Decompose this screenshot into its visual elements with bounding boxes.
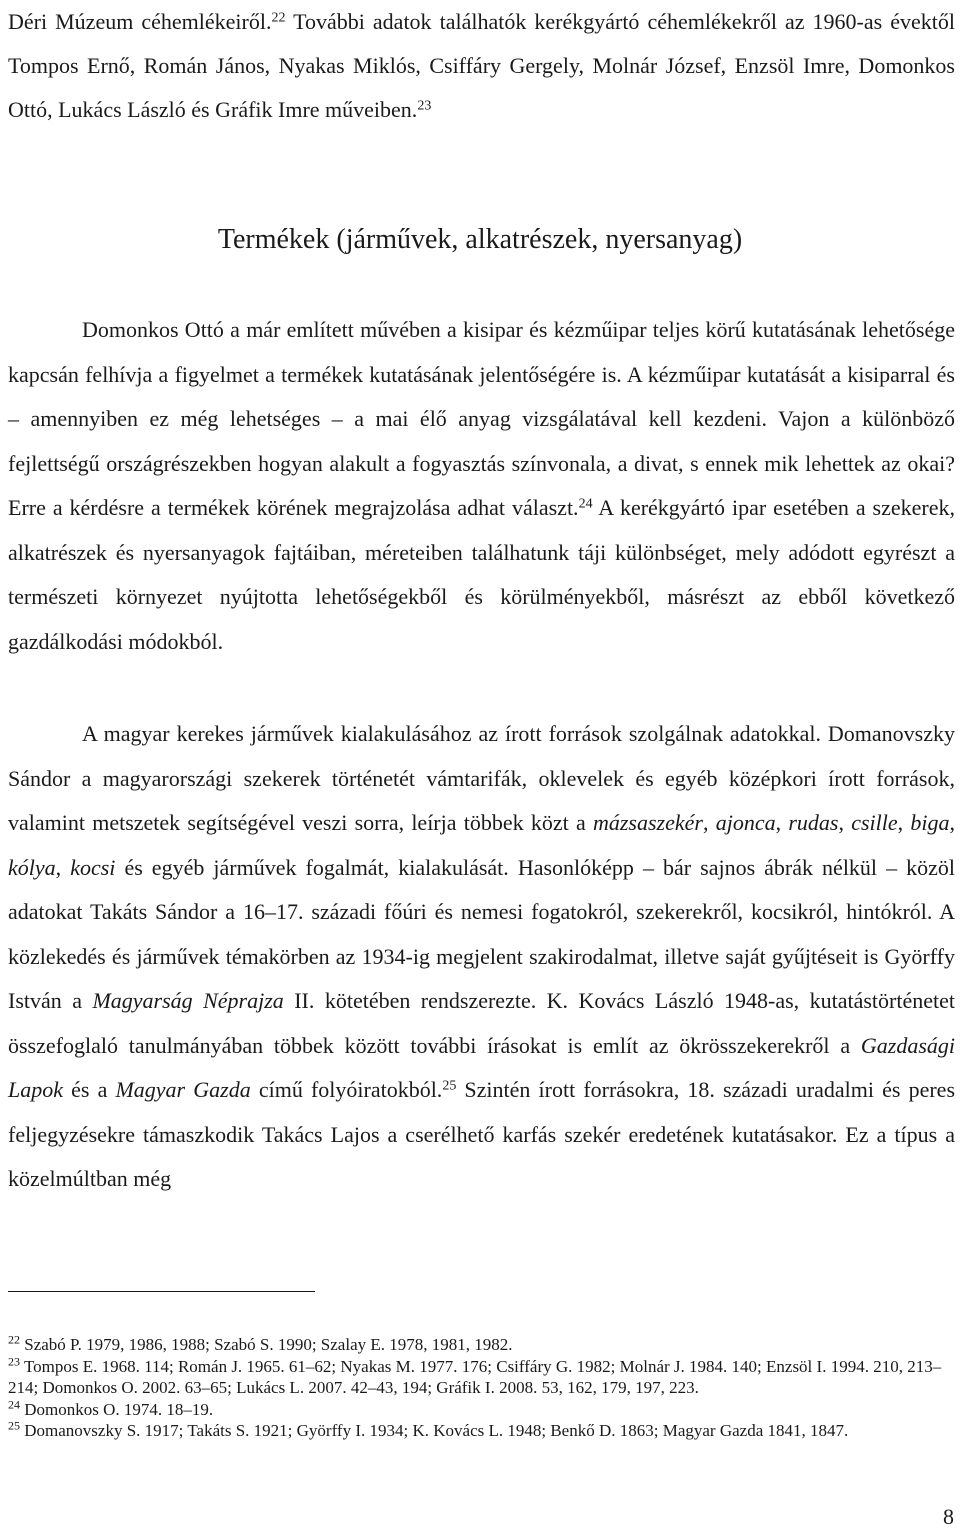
separator: , — [838, 810, 852, 835]
footnote-number: 23 — [8, 1353, 20, 1368]
separator: , — [55, 854, 71, 880]
section-heading: Termékek (járművek, alkatrészek, nyersanyag) — [217, 224, 743, 255]
separator: , — [949, 810, 956, 835]
separator: , — [775, 810, 789, 835]
text-run: és a — [63, 1077, 116, 1102]
separator: , — [897, 810, 911, 835]
footnote-25 — [8, 1420, 955, 1442]
term-rudas: rudas — [788, 810, 839, 835]
footnote-23 — [8, 1353, 955, 1399]
footnote-ref-25[interactable]: 25 — [442, 1078, 457, 1094]
term-csille: csille — [851, 810, 898, 835]
footnote-text: Domonkos O. 1974. 18–19. — [20, 1399, 214, 1419]
term-biga: biga — [910, 810, 950, 835]
paragraph-products-text-1: Domonkos Ottó a már említett művében a kisipar és kézműipar teljes körű kutatásának lehetősége kapcsán felhívja a figyelmet a termékek kutatásának jelentőségére is. A kézműipar kutatását a kisiparral és – amennyiben ez még lehetséges – a mai élő anyag vizsgálatával kell kezdeni. Vajon a különböző fejlettségű országrészekben hogyan alakult a fogyasztás színvonala, a divat, s ennek mik lehettek az okai? Erre a kérdésre a termékek körének megrajzolása adhat választ. — [8, 317, 955, 520]
intro-text-2: További adatok találhatók kerékgyártó céhemlékekről az 1960-as évektől Tompos Ernő, Román János, Nyakas Miklós, Csiffáry Gergely, Molnár József, Enzsöl Imre, Domonkos Ottó, Lukács László és Gráfik Imre műveiben. — [8, 9, 955, 122]
footnote-ref-22[interactable]: 22 — [271, 10, 286, 26]
term-mazsaszeker: mázsaszekér — [592, 810, 703, 835]
intro-paragraph — [8, 0, 955, 132]
footnote-ref-23[interactable]: 23 — [417, 98, 432, 114]
term-kocsi: kocsi — [70, 854, 116, 880]
footnote-ref-24[interactable]: 24 — [578, 496, 593, 512]
intro-text-1: Déri Múzeum céhemlékeiről. — [8, 9, 272, 34]
footnote-separator — [8, 1291, 315, 1292]
footnote-text: Domanovszky S. 1917; Takáts S. 1921; Györffy I. 1934; K. Kovács L. 1948; Benkő D. 1863; Magyar Gazda 1841, 1847. — [20, 1421, 849, 1440]
paragraph-products — [8, 308, 955, 664]
title-magyar-gazda: Magyar Gazda — [115, 1077, 251, 1102]
footnote-text: Szabó P. 1979, 1986, 1988; Szabó S. 1990; Szalay E. 1978, 1981, 1982. — [20, 1335, 513, 1354]
text-run: című folyóiratokból. — [250, 1077, 443, 1102]
paragraph-sources — [8, 712, 955, 1202]
page-number: 8 — [943, 1504, 954, 1529]
footnote-number: 24 — [8, 1396, 20, 1411]
term-ajonca: ajonca — [715, 810, 776, 835]
footnote-number: 25 — [8, 1418, 20, 1433]
separator: , — [702, 810, 716, 835]
title-magyarsag-neprajza: Magyarság Néprajza — [92, 988, 284, 1013]
text-run: és egyéb járművek fogalmát, kialakulását. Hasonlóképp – bár sajnos ábrák nélkül – közöl adatokat Takáts Sándor a 16–17. századi főúri és nemesi fogatokról, szekerekről, kocsikról, hintókról. A közlekedés és járművek témakörben az 1934-ig megjelent szakirodalmat, illetve saját gyűjtéseit is Györffy István a — [8, 854, 956, 1013]
text-run: Szintén írott forrásokra, 18. századi uradalmi és peres feljegyzésekre támaszkodik Takács Lajos a cserélhető karfás szekér eredetének kutatásakor. Ez a típus a közelmúltban még — [8, 1077, 956, 1191]
text-run: II. kötetében rendszerezte. K. Kovács László 1948-as, kutatástörténetet összefoglaló tanulmányában többek között további írásokat is említ az ökrösszekerekről a — [8, 988, 956, 1058]
term-kolya: kólya — [8, 854, 56, 880]
footnote-number: 22 — [8, 1332, 20, 1347]
text-run: A magyar kerekes járművek kialakulásához az írott források szolgálnak adatokkal. Domanovszky Sándor a magyarországi szekerek történetét vámtarifák, oklevelek és egyéb középkori írott források, valamint metszetek segítségével veszi sorra, leírja többek közt a — [8, 721, 955, 835]
footnote-text: Tompos E. 1968. 114; Román J. 1965. 61–62; Nyakas M. 1977. 176; Csiffáry G. 1982; Molnár J. 1984. 140; Enzsöl I. 1994. 210, 213–214; Domonkos O. 2002. 63–65; Lukács L. 2007. 42–43, 194; Gráfik I. 2008. 53, 162, 179, 197, 223. — [8, 1356, 942, 1397]
paragraph-products-text-2: A kerékgyártó ipar esetében a szekerek, alkatrészek és nyersanyagok fajtáiban, méreteiben találhatunk táji különbséget, mely adódott egyrészt a természeti környezet nyújtotta lehetőségekből és körülményekből, másrészt az ebből következő gazdálkodási módokból. — [8, 495, 955, 654]
footnote-24 — [8, 1396, 955, 1421]
footnote-22 — [8, 1334, 955, 1356]
title-gazdasagi-lapok: Gazdasági Lapok — [8, 1032, 955, 1102]
footnotes-list — [8, 1334, 955, 1442]
